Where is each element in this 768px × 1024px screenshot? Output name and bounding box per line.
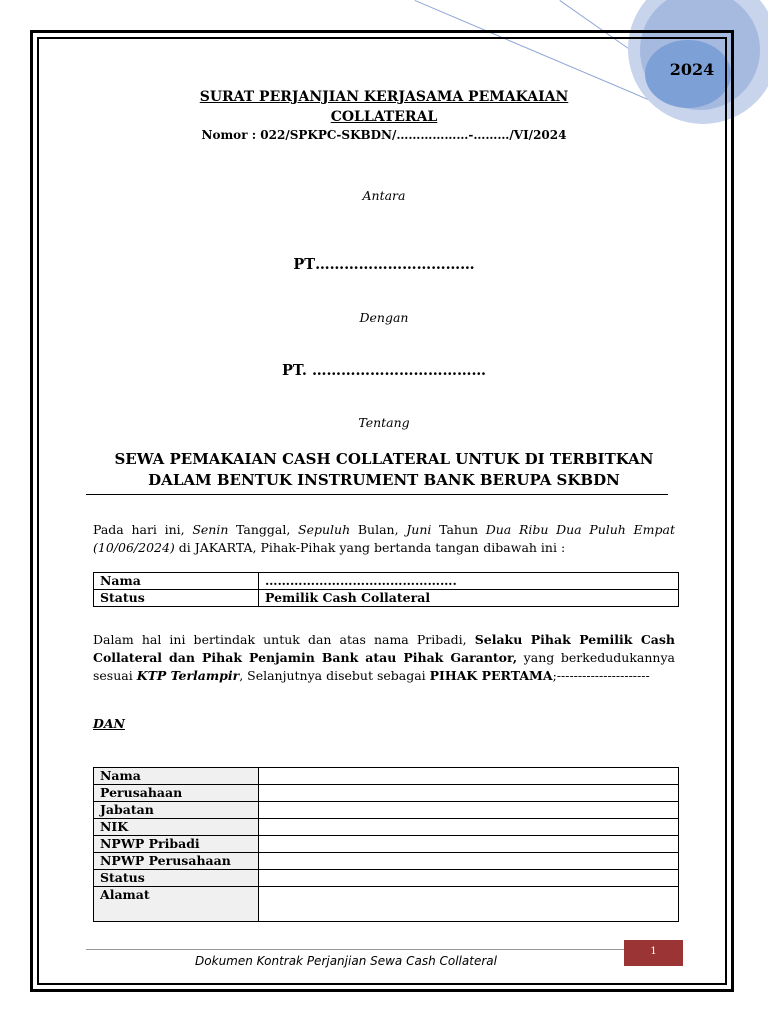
antara-label: Antara xyxy=(362,188,406,203)
dengan-label: Dengan xyxy=(359,310,409,325)
intro-date-word: Sepuluh xyxy=(298,522,351,537)
table-row xyxy=(94,853,679,870)
field-value[interactable] xyxy=(259,785,679,802)
field-value[interactable] xyxy=(259,887,679,922)
document-number: Nomor : 022/SPKPC-SKBDN/………………-………/VI/2024 xyxy=(201,128,567,142)
field-value[interactable] xyxy=(259,870,679,887)
footer-title: Dokumen Kontrak Perjanjian Sewa Cash Collateral xyxy=(195,954,497,968)
field-label: NPWP Perusahaan xyxy=(94,853,259,870)
intro-date-number: (10/06/2024) xyxy=(93,540,175,555)
field-label: Alamat xyxy=(94,887,259,922)
field-label: Nama xyxy=(94,573,259,590)
table-row xyxy=(94,785,679,802)
desc-text: yang berkedudukannya sesuai xyxy=(93,650,675,683)
subject-line1: SEWA PEMAKAIAN CASH COLLATERAL UNTUK DI TERBITKAN xyxy=(114,450,654,468)
second-party-table xyxy=(93,767,679,922)
dan-separator: DAN xyxy=(93,716,125,731)
field-value[interactable] xyxy=(259,768,679,785)
table-row xyxy=(94,887,679,922)
table-row xyxy=(94,836,679,853)
table-row xyxy=(94,768,679,785)
field-label: NIK xyxy=(94,819,259,836)
field-label: Status xyxy=(94,870,259,887)
intro-text: Bulan, xyxy=(350,522,407,537)
intro-year-word: Dua Ribu Dua Puluh Empat xyxy=(485,522,676,537)
table-row xyxy=(94,590,679,607)
field-label: NPWP Pribadi xyxy=(94,836,259,853)
intro-day: Senin xyxy=(192,522,229,537)
desc-text: , Selanjutnya disebut sebagai xyxy=(239,668,430,683)
table-row xyxy=(94,870,679,887)
footer-divider xyxy=(86,949,626,950)
intro-month: Juni xyxy=(406,522,432,537)
desc-party-name: PIHAK PERTAMA xyxy=(429,668,553,683)
intro-text: Tahun xyxy=(431,522,486,537)
field-label: Status xyxy=(94,590,259,607)
desc-ktp: KTP Terlampir xyxy=(136,668,240,683)
field-label: Jabatan xyxy=(94,802,259,819)
desc-text: Dalam hal ini bertindak untuk dan atas nama Pribadi, xyxy=(93,632,475,647)
intro-text: Pada hari ini, xyxy=(93,522,193,537)
table-row xyxy=(94,573,679,590)
first-party-table xyxy=(93,572,679,607)
intro-text: Tanggal, xyxy=(228,522,299,537)
field-value[interactable] xyxy=(259,836,679,853)
first-party-description xyxy=(93,631,675,685)
tentang-label: Tentang xyxy=(358,415,410,430)
second-party-company: PT. ……………………………… xyxy=(282,362,486,379)
subject-divider xyxy=(86,494,668,495)
field-value: ………………………………………. xyxy=(259,573,679,590)
year-badge: 2024 xyxy=(669,60,715,79)
intro-text: di JAKARTA, Pihak-Pihak yang bertanda tangan dibawah ini : xyxy=(174,540,566,555)
field-value: Pemilik Cash Collateral xyxy=(259,590,679,607)
document-title-line2: COLLATERAL xyxy=(330,109,438,125)
intro-paragraph xyxy=(93,521,675,557)
field-value[interactable] xyxy=(259,802,679,819)
field-value[interactable] xyxy=(259,853,679,870)
subject-line2: DALAM BENTUK INSTRUMENT BANK BERUPA SKBDN xyxy=(148,471,620,489)
field-label: Perusahaan xyxy=(94,785,259,802)
agreement-subject xyxy=(90,449,678,491)
page-number-badge: 1 xyxy=(624,940,683,966)
field-label: Nama xyxy=(94,768,259,785)
field-value[interactable] xyxy=(259,819,679,836)
table-row xyxy=(94,819,679,836)
desc-role: Selaku Pihak Pemilik Cash Collateral dan Pihak Penjamin Bank atau Pihak Garantor, xyxy=(93,632,676,665)
table-row xyxy=(94,802,679,819)
document-title-line1: SURAT PERJANJIAN KERJASAMA PEMAKAIAN xyxy=(199,89,569,105)
desc-text: ;---------------------- xyxy=(552,668,650,683)
first-party-company: PT…………………………… xyxy=(293,256,475,273)
